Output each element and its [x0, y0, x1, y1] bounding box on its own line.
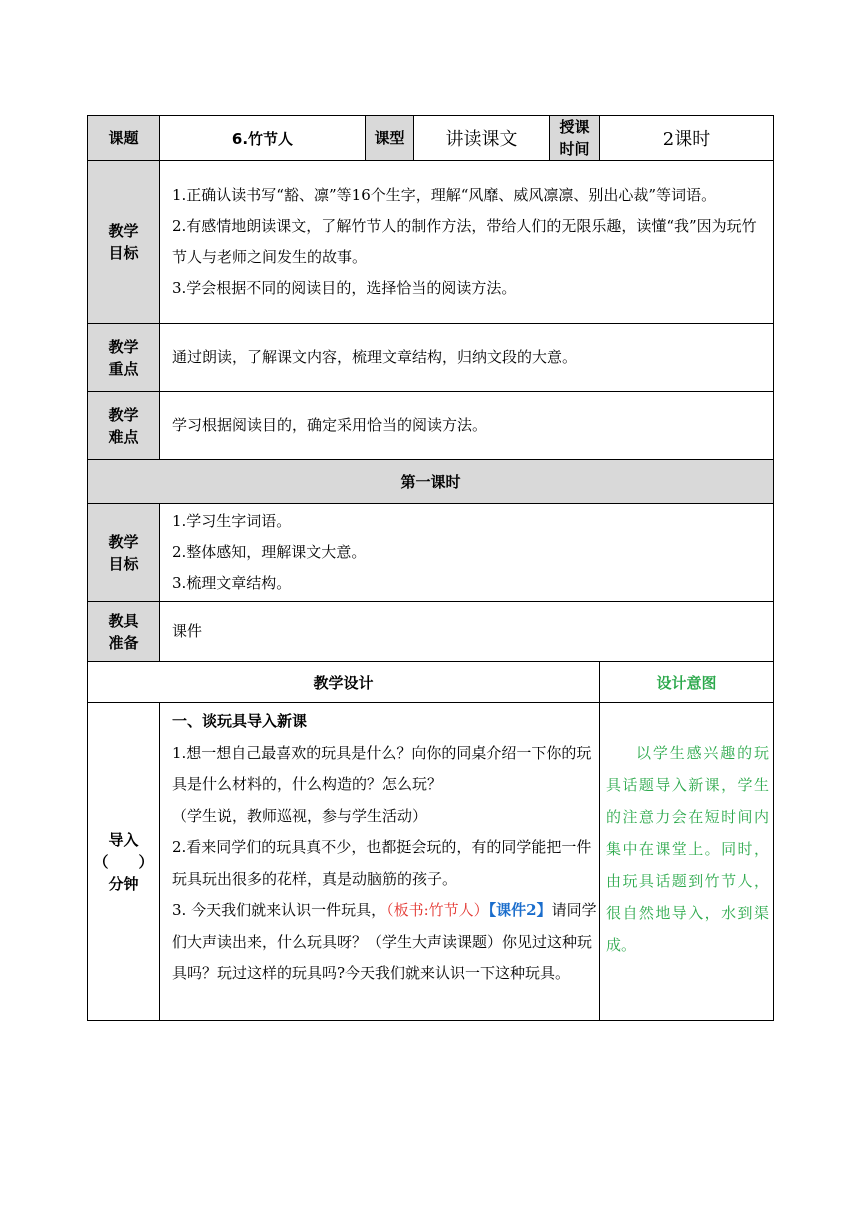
lesson-one-goals-label-line2: 目标: [108, 554, 139, 573]
difficulties-label-line2: 难点: [108, 427, 139, 446]
topic-label: 课题: [88, 116, 160, 161]
time-label-line2: 时间: [559, 140, 590, 158]
difficulties-row: [88, 392, 774, 460]
goals-label-line2: 目标: [108, 244, 139, 262]
design-header-row: [88, 662, 774, 703]
lesson-plan-table: [87, 115, 774, 1021]
goal-item: 1.正确认读书写“豁、凛”等16个生字，理解“风靡、威风凛凛、别出心裁”等词语。: [172, 186, 717, 204]
intro-content: [160, 703, 600, 1021]
key-points-row: [88, 324, 774, 392]
lesson-one-goal-item: 2.整体感知，理解课文大意。: [172, 543, 367, 561]
goals-label: [88, 161, 160, 324]
courseware-tag: 【课件2】: [488, 901, 552, 919]
intro-paragraph-1-note: （学生说，教师巡视，参与学生活动）: [172, 806, 428, 825]
intro-label-line1: 导入: [108, 830, 139, 849]
key-points-label-line2: 重点: [108, 359, 139, 378]
intro-paragraph-1: 1.想一想自己最喜欢的玩具是什么？向你的同桌介绍一下你的玩具是什么材料的，什么构造的？怎么玩？: [172, 743, 592, 793]
lesson-one-goals-label-line1: 教学: [108, 532, 139, 551]
tools-value: 课件: [160, 602, 774, 662]
lesson-one-title: 第一课时: [88, 460, 774, 504]
intent-text: 以学生感兴趣的玩具话题导入新课，学生的注意力会在短时间内集中在课堂上。同时，由玩具话题到竹节人，很自然地导入，水到渠成。: [606, 744, 770, 954]
lesson-one-goal-item: 3.梳理文章结构。: [172, 574, 292, 592]
goals-label-line1: 教学: [108, 222, 139, 240]
type-value: 讲读课文: [414, 116, 550, 161]
key-points-text: 通过朗读，了解课文内容，梳理文章结构，归纳文段的大意。: [160, 324, 774, 392]
goal-item: 3.学会根据不同的阅读目的，选择恰当的阅读方法。: [172, 279, 517, 297]
topic-value: 6.竹节人: [160, 116, 366, 161]
intro-label-line2: （ ）: [93, 852, 154, 871]
board-writing: （板书:竹节人）: [386, 901, 489, 919]
goal-item: 2.有感情地朗读课文，了解竹节人的制作方法，带给人们的无限乐趣，读懂“我”因为玩竹节人与老师之间发生的故事。: [172, 217, 757, 266]
intro-paragraph-3: [172, 895, 597, 990]
difficulties-label: [88, 392, 160, 460]
intent-content: [600, 703, 774, 1021]
key-points-label: [88, 324, 160, 392]
difficulties-label-line1: 教学: [108, 405, 139, 424]
intro-section-title: 一、谈玩具导入新课: [172, 712, 308, 730]
time-label: [550, 116, 600, 161]
intro-paragraph-2: 2.看来同学们的玩具真不少，也都挺会玩的，有的同学能把一件玩具玩出很多的花样，真是动脑筋的孩子。: [172, 838, 592, 888]
tools-row: [88, 602, 774, 662]
intro-label-line3: 分钟: [108, 874, 139, 893]
intro-row: [88, 703, 774, 1021]
design-header: 教学设计: [88, 662, 600, 703]
tools-label-line1: 教具: [108, 611, 139, 630]
time-value: 2课时: [600, 116, 774, 161]
tools-label-line2: 准备: [108, 633, 139, 652]
goals-row: [88, 161, 774, 324]
intro-paragraph-3-rest: 请同学们大声读出来，什么玩具呀？（学生大声读课题）你见过这种玩具吗？玩过这样的玩具吗?今天我们就来认识一下这种玩具。: [172, 901, 597, 982]
intent-header: 设计意图: [600, 662, 774, 703]
lesson-one-row: [88, 460, 774, 504]
lesson-one-goals-label: [88, 504, 160, 602]
type-label: 课型: [366, 116, 414, 161]
intro-paragraph-3-lead: 3. 今天我们就来认识一件玩具，: [172, 901, 387, 919]
lesson-one-goals-row: [88, 504, 774, 602]
lesson-one-goal-item: 1.学习生字词语。: [172, 512, 292, 530]
difficulties-text: 学习根据阅读目的，确定采用恰当的阅读方法。: [160, 392, 774, 460]
lesson-one-goals-content: [160, 504, 774, 602]
tools-label: [88, 602, 160, 662]
intro-label: [88, 703, 160, 1021]
header-row: [88, 116, 774, 161]
time-label-line1: 授课: [559, 118, 590, 136]
goals-content: [160, 161, 774, 324]
key-points-label-line1: 教学: [108, 337, 139, 356]
